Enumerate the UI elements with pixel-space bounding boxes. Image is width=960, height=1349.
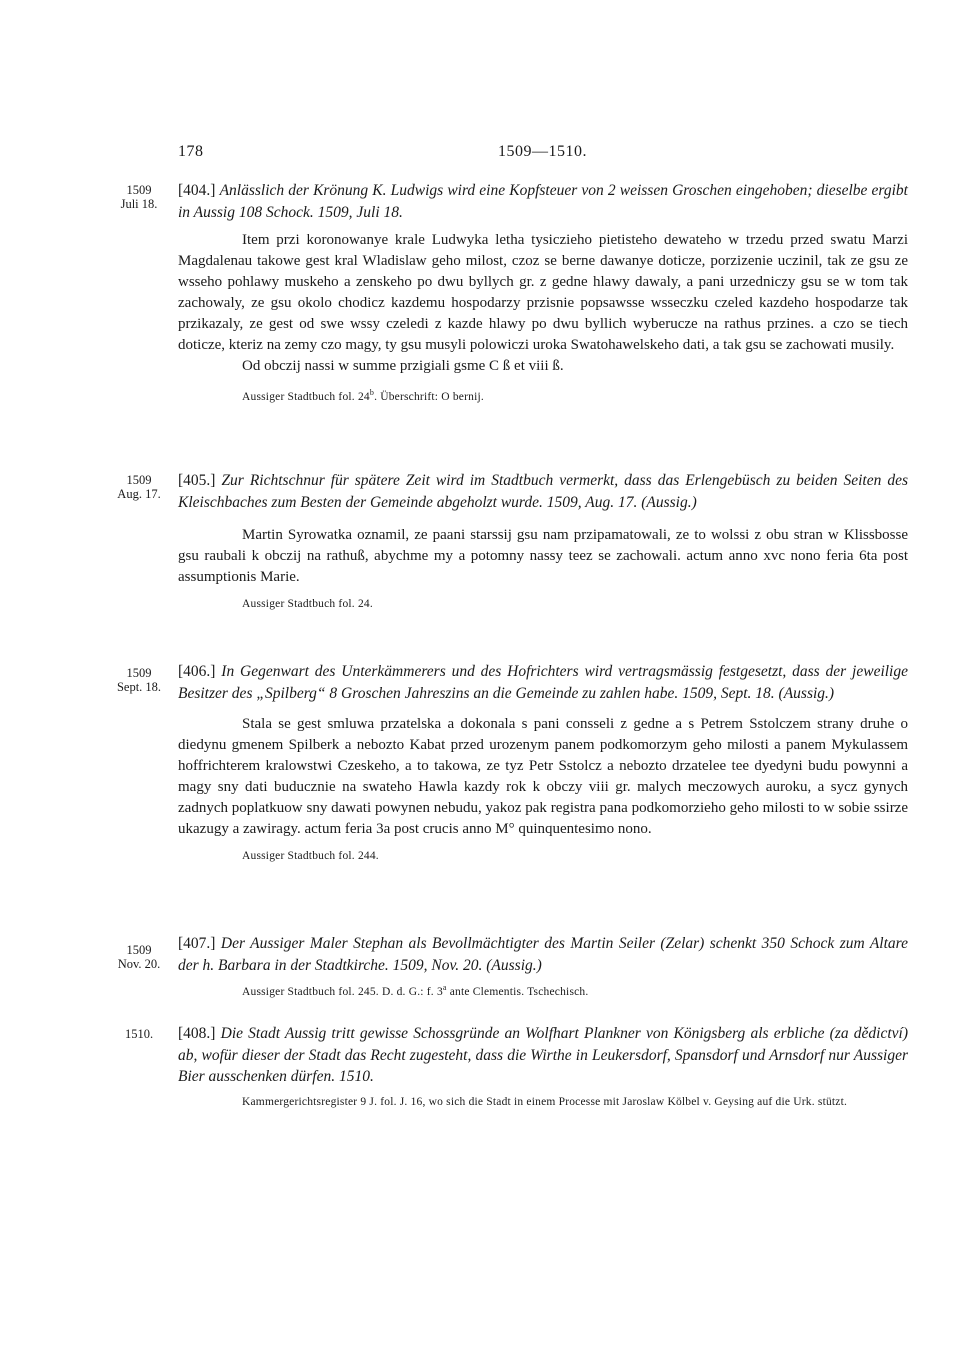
source-text: Aussiger Stadtbuch fol. 245. D. d. G.: f. 3	[242, 985, 443, 998]
margin-date	[108, 183, 170, 211]
entry-summary	[178, 470, 908, 513]
summary-text: Der Aussiger Maler Stephan als Bevollmächtigter des Martin Seiler (Zelar) schenkt 350 Schock zum Altare der h. Barbara in der Stadtkirche. 1509, Nov. 20. (Aussig.)	[178, 935, 908, 974]
margin-date	[108, 473, 170, 501]
margin-day: Aug. 17.	[117, 487, 161, 501]
page-header	[178, 143, 908, 167]
margin-day: Nov. 20.	[117, 957, 161, 971]
margin-date	[108, 943, 170, 971]
entry-text-2: Od obczij nassi w summe przigiali gsme C ß et viii ß.	[242, 358, 564, 374]
entry-number: [408.]	[178, 1025, 216, 1042]
source-note: Aussiger Stadtbuch fol. 244.	[242, 850, 379, 862]
entry-number: [405.]	[178, 472, 216, 489]
margin-year: 1509	[126, 943, 152, 957]
entry-summary	[178, 933, 908, 976]
entry-text: Martin Syrowatka oznamil, ze paani starssij gsu nam przipamatowali, ze to wolssi z obu stran w Klissbosse gsu raubali k obczij na rathuß, abychme my a potomny nassy teez se zachowali. actum anno xvc nono feria 6ta post assumptionis Marie.	[178, 527, 908, 585]
summary-text: Zur Richtschnur für spätere Zeit wird im Stadtbuch vermerkt, dass das Erlengebüsch zu beiden Seiten des Kleischbaches zum Besten der Gemeinde abgeholzt wurde. 1509, Aug. 17. (Aussig.)	[178, 472, 908, 511]
source-note	[242, 385, 908, 405]
entry-number: [404.]	[178, 182, 216, 199]
entry-summary	[178, 1023, 908, 1088]
entry-summary	[178, 180, 908, 223]
source-text-end: . Überschrift: O bernij.	[374, 390, 484, 403]
margin-day: Sept. 18.	[116, 680, 162, 694]
entry-text: Stala se gest smluwa przatelska a dokonala s pani consseli z gedne a s Petrem Sstolczem strany druhe o diedynu gmenem Spilberk a nebozto Kabat przed urozenym panem podkomorzym geho milosti a panem Mykulassem hoffrichterem kralowstwi Czeskeho, a to takowa, ze tyz Petr Sstolcz a nebozto drzatelee tee dyedyni budu powynni a magy sny dati buducznie na swateho Hawla kazdy rok k obczy viii gr. malych meczowych auroku, a sycz gynych zadnych poplatkuow sny dawati powynen nebudu, yakoz pak registra pana podkomorzieho geho milosti to w sobie ssirze ukazugy a zawiragy. actum feria 3a post crucis anno M° quinquentesimo nono.	[178, 716, 908, 837]
source-note: Aussiger Stadtbuch fol. 24.	[242, 598, 373, 610]
summary-text: Anlässlich der Krönung K. Ludwigs wird eine Kopfsteuer von 2 weissen Groschen eingehoben; dieselbe ergibt in Aussig 108 Schock. 1509, Juli 18.	[178, 182, 908, 221]
entry-column	[178, 661, 908, 864]
margin-date	[108, 666, 170, 694]
margin-year: 1509	[126, 473, 152, 487]
entry-summary	[178, 661, 908, 704]
entry-number: [406.]	[178, 663, 216, 680]
running-head-years: 1509—1510.	[498, 143, 587, 160]
entry-column	[178, 470, 908, 612]
source-text: Aussiger Stadtbuch fol. 24	[242, 390, 370, 403]
source-superscript: a	[442, 983, 447, 992]
source-text-end: ante Clementis. Tschechisch.	[446, 985, 589, 998]
summary-text: Die Stadt Aussig tritt gewisse Schossgründe an Wolfhart Plankner von Königsberg als erbliche (za dědictví) ab, wofür dieser der Stadt das Recht zugesteht, dass die Wirthe in Leukersdorf, Spansdorf und Arnsdorf nur Aussiger Bier ausschenken dürfen. 1510.	[178, 1025, 908, 1085]
entry-text: Item przi koronowanye krale Ludwyka letha tysiczieho pietisteho dewateho w trzedu przed swatu Marzi Magdalenau takowe gest kral Wladislaw geho milost, czoz se berne dawanye doticze, porzizenie uczinil, tak ze gsu ze wsseho pohlawy muskeho a zenskeho po dwu byllych gr. z gedne hlawy dawaly, a pani urzedniczy gsu se w tom tak zachowaly, ze gsu okolo chodicz kazdemu hospodarzy przisnie popsawsse wsseczku czeled kazdeho hospodarze tak przikazaly, ze gest od swe wssy czeledi z kazde hlawy po dwu byllich wyberucze na rathus przines. a czo se tiech doticze, kteriz na zemy czo magy, ty gsu musyli polowiczi uroka Swatohawelskeho dati, a tak gsu se zachowati musily.	[178, 232, 908, 353]
summary-text: In Gegenwart des Unterkämmerers und des Hofrichters wird vertragsmässig festgesetzt, dass der jeweilige Besitzer des „Spilberg“ 8 Groschen Jahreszins an die Gemeinde zu zahlen habe. 1509, Sept. 18. (Aussig.)	[178, 663, 908, 702]
entry-number: [407.]	[178, 935, 216, 952]
margin-date	[108, 1027, 170, 1041]
source-superscript: b	[369, 388, 375, 397]
margin-year: 1509	[126, 666, 152, 680]
entry-column	[178, 1023, 908, 1110]
entry-column	[178, 933, 908, 1000]
margin-year: 1510.	[124, 1027, 154, 1041]
margin-year: 1509	[126, 183, 152, 197]
source-note: Kammergerichtsregister 9 J. fol. J. 16, wo sich die Stadt in einem Processe mit Jaroslaw Kölbel v. Geysing auf die Urk. stützt.	[242, 1095, 848, 1108]
page-number: 178	[178, 143, 204, 160]
entry-column	[178, 180, 908, 405]
source-note	[242, 980, 908, 1000]
margin-day: Juli 18.	[120, 197, 158, 211]
